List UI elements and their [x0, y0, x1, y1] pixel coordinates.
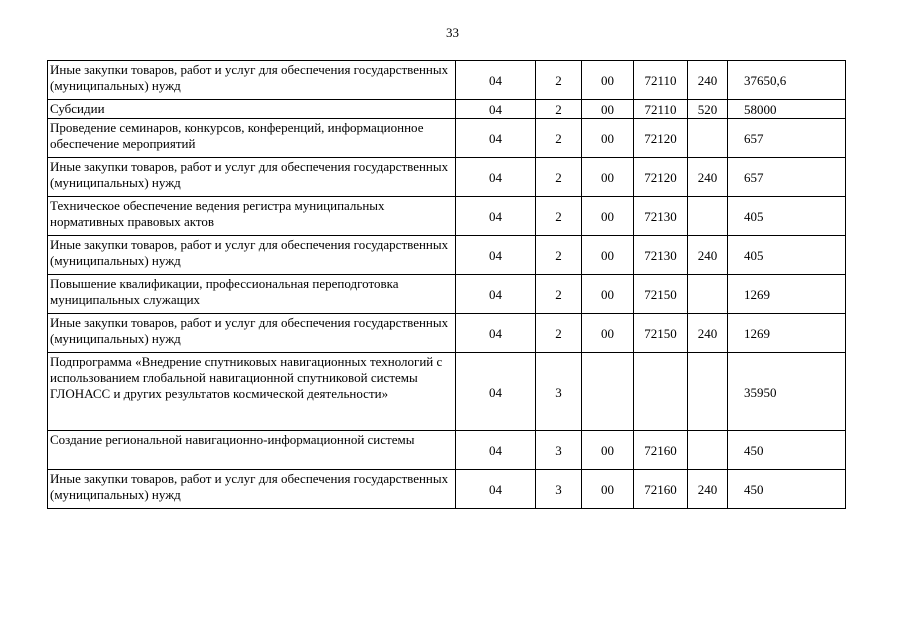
page-number: 33: [446, 25, 459, 40]
row-amount: 657: [728, 158, 846, 197]
table-row: [48, 100, 846, 119]
row-section-code: 04: [456, 275, 536, 314]
row-expense-type-code: 240: [688, 314, 728, 353]
row-expense-type-code: [688, 275, 728, 314]
row-subsection-code: 2: [536, 61, 582, 100]
row-target-code: 72150: [634, 314, 688, 353]
row-subsection-code: 2: [536, 100, 582, 119]
row-description: Иные закупки товаров, работ и услуг для обеспечения государственных (муниципальных) нужд: [48, 158, 456, 197]
row-expense-type-code: [688, 197, 728, 236]
row-target-code: 72110: [634, 100, 688, 119]
row-target-code: 72160: [634, 470, 688, 509]
row-description: Субсидии: [48, 100, 456, 119]
row-amount: 35950: [728, 353, 846, 431]
row-target-code: 72130: [634, 236, 688, 275]
row-amount: 657: [728, 119, 846, 158]
row-target-code: 72130: [634, 197, 688, 236]
row-section-code: 04: [456, 236, 536, 275]
row-subsection-code: 2: [536, 119, 582, 158]
row-expense-type-code: 520: [688, 100, 728, 119]
row-target-code: 72110: [634, 61, 688, 100]
row-program-code: 00: [582, 431, 634, 470]
row-amount: 58000: [728, 100, 846, 119]
row-program-code: 00: [582, 119, 634, 158]
table-row: [48, 470, 846, 509]
row-amount: 1269: [728, 275, 846, 314]
budget-table: [47, 60, 846, 509]
row-description: Иные закупки товаров, работ и услуг для обеспечения государственных (муниципальных) нужд: [48, 236, 456, 275]
row-subsection-code: 3: [536, 353, 582, 431]
row-section-code: 04: [456, 158, 536, 197]
row-program-code: 00: [582, 236, 634, 275]
table-row: [48, 275, 846, 314]
row-target-code: 72150: [634, 275, 688, 314]
row-section-code: 04: [456, 100, 536, 119]
budget-table-body: [48, 61, 846, 509]
table-row: [48, 61, 846, 100]
row-expense-type-code: 240: [688, 470, 728, 509]
row-amount: 450: [728, 431, 846, 470]
row-amount: 1269: [728, 314, 846, 353]
row-expense-type-code: 240: [688, 236, 728, 275]
row-amount: 37650,6: [728, 61, 846, 100]
table-row: [48, 158, 846, 197]
row-subsection-code: 2: [536, 197, 582, 236]
row-program-code: 00: [582, 158, 634, 197]
row-amount: 405: [728, 236, 846, 275]
row-program-code: 00: [582, 197, 634, 236]
row-expense-type-code: 240: [688, 158, 728, 197]
table-row: [48, 314, 846, 353]
row-section-code: 04: [456, 353, 536, 431]
row-target-code: 72120: [634, 119, 688, 158]
row-program-code: 00: [582, 314, 634, 353]
row-section-code: 04: [456, 314, 536, 353]
row-expense-type-code: [688, 431, 728, 470]
row-description: Иные закупки товаров, работ и услуг для обеспечения государственных (муниципальных) нужд: [48, 61, 456, 100]
row-program-code: 00: [582, 275, 634, 314]
row-program-code: 00: [582, 470, 634, 509]
row-description: Создание региональной навигационно-информационной системы: [48, 431, 456, 470]
table-row: [48, 431, 846, 470]
row-amount: 450: [728, 470, 846, 509]
row-section-code: 04: [456, 197, 536, 236]
row-program-code: 00: [582, 100, 634, 119]
table-row: [48, 119, 846, 158]
row-program-code: [582, 353, 634, 431]
row-description: Иные закупки товаров, работ и услуг для обеспечения государственных (муниципальных) нужд: [48, 470, 456, 509]
row-subsection-code: 2: [536, 236, 582, 275]
row-description: Техническое обеспечение ведения регистра муниципальных нормативных правовых актов: [48, 197, 456, 236]
row-description: Подпрограмма «Внедрение спутниковых навигационных технологий с использованием глобальной навигационной спутниковой системы ГЛОНАСС и других результатов космической деятельности»: [48, 353, 456, 431]
table-row: [48, 353, 846, 431]
row-section-code: 04: [456, 470, 536, 509]
row-program-code: 00: [582, 61, 634, 100]
row-subsection-code: 2: [536, 314, 582, 353]
row-subsection-code: 3: [536, 431, 582, 470]
row-target-code: 72120: [634, 158, 688, 197]
row-section-code: 04: [456, 61, 536, 100]
row-description: Проведение семинаров, конкурсов, конференций, информационное обеспечение мероприятий: [48, 119, 456, 158]
table-row: [48, 236, 846, 275]
row-amount: 405: [728, 197, 846, 236]
row-target-code: [634, 353, 688, 431]
row-target-code: 72160: [634, 431, 688, 470]
row-description: Иные закупки товаров, работ и услуг для обеспечения государственных (муниципальных) нужд: [48, 314, 456, 353]
row-description: Повышение квалификации, профессиональная переподготовка муниципальных служащих: [48, 275, 456, 314]
table-row: [48, 197, 846, 236]
row-section-code: 04: [456, 431, 536, 470]
row-subsection-code: 2: [536, 158, 582, 197]
row-expense-type-code: [688, 119, 728, 158]
row-expense-type-code: 240: [688, 61, 728, 100]
row-section-code: 04: [456, 119, 536, 158]
row-subsection-code: 2: [536, 275, 582, 314]
row-subsection-code: 3: [536, 470, 582, 509]
row-expense-type-code: [688, 353, 728, 431]
